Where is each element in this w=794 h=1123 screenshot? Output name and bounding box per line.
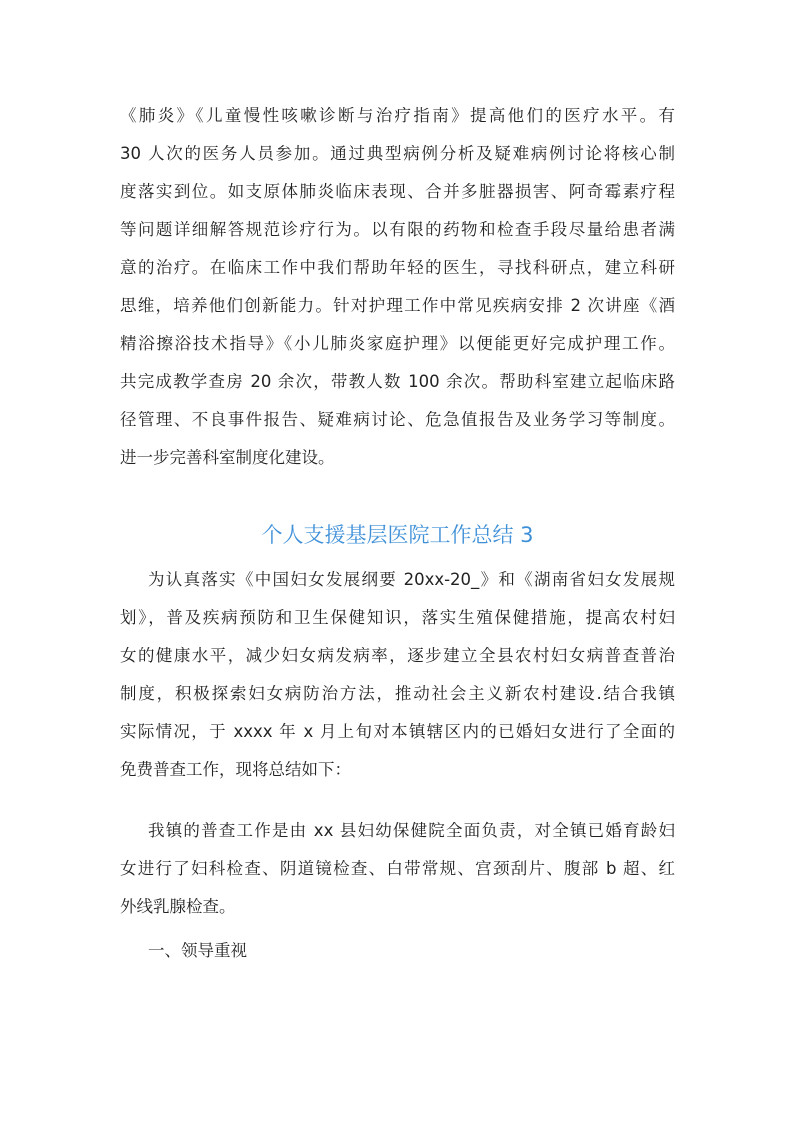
section-1-heading-block: [120, 932, 675, 970]
paragraph-line: 进一步完善科室制度化建设。: [120, 448, 335, 467]
subsection-title: 一、领导重视: [148, 941, 247, 960]
section-heading: 个人支援基层医院工作总结 3: [261, 523, 534, 547]
paragraph-3: [120, 812, 675, 926]
paragraph-line: 30 人次的医务人员参加。通过典型病例分析及疑难病例讨论将核心制: [120, 144, 675, 163]
paragraph-line: 等问题详细解答规范诊疗行为。以有限的药物和检查手段尽量给患者满: [120, 220, 675, 239]
paragraph-line: 共完成教学查房 20 余次，带教人数 100 余次。帮助科室建立起临床路: [120, 372, 675, 391]
paragraph-line: 《肺炎》《儿童慢性咳嗽诊断与治疗指南》提高他们的医疗水平。有: [120, 106, 675, 125]
paragraph-line: 精浴擦浴技术指导》《小儿肺炎家庭护理》以便能更好完成护理工作。: [120, 334, 675, 353]
paragraph-line: 度落实到位。如支原体肺炎临床表现、合并多脏器损害、阿奇霉素疗程: [120, 182, 675, 201]
paragraph-line: 径管理、不良事件报告、疑难病讨论、危急值报告及业务学习等制度。: [120, 410, 675, 429]
paragraph-line: 女进行了妇科检查、阴道镜检查、白带常规、宫颈刮片、腹部 b 超、红: [120, 859, 675, 878]
paragraph-line: 为认真落实《中国妇女发展纲要 20xx-20_》和《湖南省妇女发展规: [148, 570, 675, 589]
paragraph-line: 制度，积极探索妇女病防治方法，推动社会主义新农村建设.结合我镇: [120, 684, 675, 703]
paragraph-2: [120, 561, 675, 789]
paragraph-line: 外线乳腺检查。: [120, 897, 236, 916]
paragraph-line: 我镇的普查工作是由 xx 县妇幼保健院全面负责，对全镇已婚育龄妇: [148, 821, 675, 840]
paragraph-line: 思维，培养他们创新能力。针对护理工作中常见疾病安排 2 次讲座《酒: [120, 296, 675, 315]
paragraph-line: 免费普查工作，现将总结如下：: [120, 760, 351, 779]
paragraph-line: 女的健康水平，减少妇女病发病率，逐步建立全县农村妇女病普查普治: [120, 646, 675, 665]
paragraph-1: [120, 97, 675, 477]
paragraph-line: 划》，普及疾病预防和卫生保健知识，落实生殖保健措施，提高农村妇: [120, 608, 675, 627]
paragraph-line: 实际情况，于 xxxx 年 x 月上旬对本镇辖区内的已婚妇女进行了全面的: [120, 722, 675, 741]
paragraph-line: 意的治疗。在临床工作中我们帮助年轻的医生，寻找科研点，建立科研: [120, 258, 675, 277]
